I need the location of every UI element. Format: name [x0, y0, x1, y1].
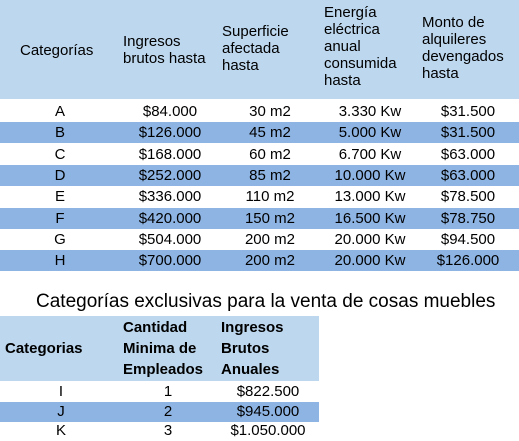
table-cell: 200 m2: [244, 252, 296, 270]
table-row: [0, 382, 319, 402]
table-cell: 3: [163, 422, 173, 439]
table-row: [0, 229, 519, 250]
table-cell: $504.000: [138, 230, 202, 248]
table-cell: 150 m2: [244, 209, 296, 227]
table-cell: F: [55, 209, 65, 227]
table-header: [0, 0, 519, 99]
table-cell: $63.000: [440, 166, 496, 184]
table-cell: $94.500: [440, 230, 496, 248]
table-cell: I: [58, 383, 64, 400]
table-row: [0, 122, 519, 143]
table-cell: $420.000: [138, 209, 202, 227]
table-cell: 3.330 Kw: [338, 103, 402, 120]
table-cell: 110 m2: [245, 188, 295, 206]
table-cell: 45 m2: [249, 124, 291, 142]
table-cell: B: [54, 124, 65, 142]
table-cell: 2: [163, 402, 173, 420]
table-cell: 200 m2: [244, 230, 296, 248]
table-cell: K: [55, 422, 66, 439]
table-cell: $336.000: [138, 188, 202, 206]
table-cell: G: [54, 230, 66, 248]
table-row: [0, 165, 519, 186]
table-cell: $126.000: [138, 124, 202, 142]
table-row: [0, 144, 519, 165]
table-cell: 20.000 Kw: [334, 230, 406, 248]
table-cell: 5.000 Kw: [338, 124, 402, 142]
table-cell: $168.000: [138, 145, 202, 163]
table-row: [0, 421, 319, 441]
table-cell: 1: [163, 383, 173, 400]
table-cell: 10.000 Kw: [334, 166, 406, 184]
header-alquileres: Monto de alquileres devengados hasta: [422, 14, 504, 82]
table-header: [0, 316, 319, 381]
table-cell: $700.000: [138, 252, 202, 270]
table-row: [0, 101, 519, 122]
table-cell: D: [54, 166, 66, 184]
table-cell: C: [54, 145, 66, 163]
table-cell: $63.000: [440, 145, 496, 163]
table-cell: H: [54, 252, 66, 270]
header-ingresos: Ingresos brutos hasta: [123, 33, 206, 67]
table-row: [0, 186, 519, 207]
table-row: [0, 402, 319, 422]
table-cell: 85 m2: [249, 166, 291, 184]
table-cell: $78.750: [440, 209, 496, 227]
table-cell: A: [54, 103, 65, 120]
exclusive-categories-title: Categorías exclusivas para la venta de cosas muebles: [36, 291, 496, 312]
table-cell: $822.500: [236, 383, 300, 400]
table-cell: E: [54, 188, 65, 206]
table-cell: 20.000 Kw: [334, 252, 406, 270]
header-superficie: Superficie afectada hasta: [222, 23, 289, 74]
table-row: [0, 208, 519, 229]
header-categorias: Categorías: [20, 42, 94, 59]
header-ingresos-anuales: Ingresos Brutos Anuales: [221, 319, 284, 378]
table-cell: $1.050.000: [230, 422, 306, 439]
table-cell: J: [57, 402, 65, 420]
table-cell: $252.000: [138, 166, 202, 184]
table-cell: 6.700 Kw: [338, 145, 402, 163]
table-cell: $84.000: [142, 103, 198, 120]
table-cell: 13.000 Kw: [334, 188, 406, 206]
table-cell: 30 m2: [249, 103, 291, 120]
table-cell: $78.500: [440, 188, 496, 206]
table-cell: $945.000: [236, 402, 300, 420]
table-cell: 60 m2: [249, 145, 291, 163]
table-cell: $31.500: [440, 103, 496, 120]
table-cell: 16.500 Kw: [334, 209, 406, 227]
header-categorias: Categorias: [5, 340, 83, 357]
table-cell: $126.000: [436, 252, 500, 270]
table-cell: $31.500: [440, 124, 496, 142]
header-energia: Energía eléctrica anual consumida hasta: [324, 4, 397, 89]
header-empleados: Cantidad Minima de Empleados: [123, 319, 204, 378]
table-row: [0, 250, 519, 271]
